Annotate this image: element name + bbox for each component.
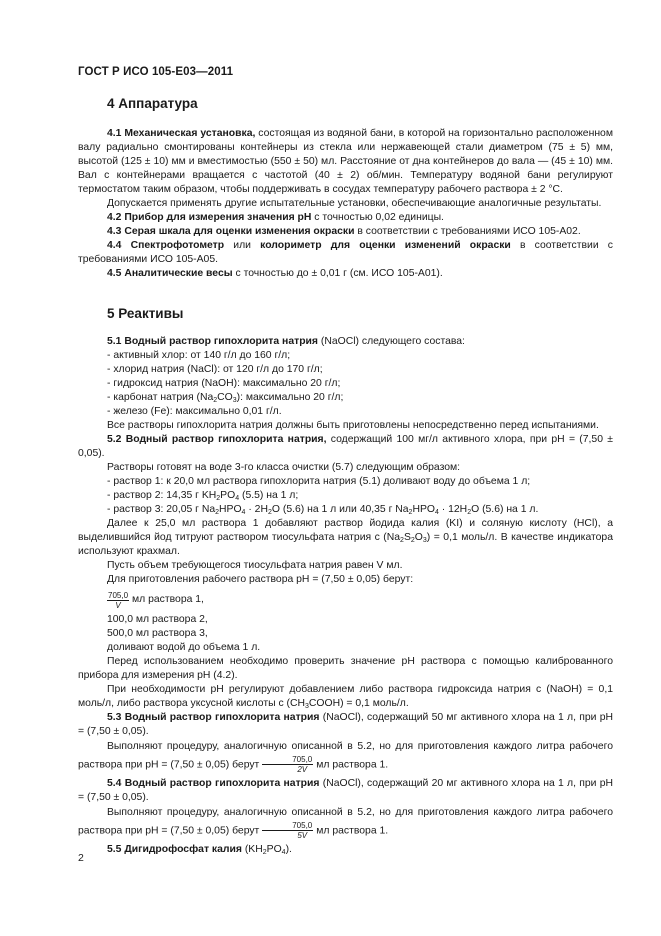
clause-5-2-volume: Пусть объем требующегося тиосульфата натрия равен V мл.: [107, 560, 403, 571]
list-item: - раствор 2: 14,35 г $KH_2PO_4$ (5.5) на 1 л;: [107, 490, 299, 502]
list-item: - активный хлор: от 140 г/л до 160 г/л;: [107, 350, 291, 361]
fraction-line: $\frac{705,0}{V}$ мл раствора 1,: [108, 590, 204, 610]
section-5-heading: 5 Реактивы: [107, 306, 184, 321]
clause-5-3: 5.3 Водный раствор гипохлорита натрия (NaOCl), содержащий 50 мг активного хлора на 1 л, при pH = (7,50 ± 0,05).: [78, 712, 613, 737]
section-5-body: [78, 335, 613, 857]
document-header: ГОСТ Р ИСО 105-Е03—2011: [78, 66, 234, 78]
clause-5-3-procedure: Выполняют процедуру, аналогичную описанной в 5.2, но для приготовления каждого литра рабочего раствора при pH = (7,50 ± 0,05) берут $\frac{705,0}{2V}$ мл раствора 1.: [78, 741, 613, 774]
clause-4-1-note: Допускается применять другие испытательные установки, обеспечивающие аналогичные результаты.: [107, 198, 602, 209]
clause-5-2-check: Перед использованием необходимо проверить значение pH раствора с помощью калиброванного прибора для измерения pH (4.2).: [78, 656, 613, 681]
list-item: доливают водой до объема 1 л.: [107, 642, 261, 653]
fraction: $\frac{705,0}{2V}$: [262, 755, 313, 774]
clause-5-2-recipe: Для приготовления рабочего раствора pH = (7,50 ± 0,05) берут:: [107, 574, 414, 585]
clause-4-4: 4.4 Спектрофотометр или колориметр для оценки изменений окраски в соответствии с требованиями ИСО 105-А05.: [78, 240, 613, 265]
clause-5-1-note: Все растворы гипохлорита натрия должны быть приготовлены непосредственно перед испытаниями.: [107, 420, 599, 431]
clause-5-2-adjust: При необходимости pH регулируют добавлением либо раствора гидроксида натрия c (NaOH) = 0,1 моль/л, либо раствора уксусной кислоты c $(CH_3COOH) = 0,1$ моль/л.: [78, 684, 613, 710]
list-item: 500,0 мл раствора 3,: [107, 628, 208, 639]
clause-5-5: 5.5 Дигидрофосфат калия $(KH_2PO_4)$.: [107, 844, 292, 856]
list-item: - карбонат натрия $(Na_2CO_3)$: максимально 20 г/л;: [107, 392, 344, 404]
section-4-body: [78, 127, 613, 281]
list-item: - раствор 1: к 20,0 мл раствора гипохлорита натрия (5.1) доливают воду до объема 1 л;: [107, 476, 531, 487]
clause-4-5: 4.5 Аналитические весы с точностью до ± 0,01 г (см. ИСО 105-А01).: [107, 268, 443, 279]
section-4-heading: 4 Аппаратура: [107, 96, 198, 111]
clause-5-2: 5.2 Водный раствор гипохлорита натрия, содержащий 100 мг/л активного хлора, при pH = (7,50 ± 0,05).: [78, 434, 613, 459]
page-number: 2: [78, 852, 84, 864]
clause-5-2-text: Растворы готовят на воде 3-го класса очистки (5.7) следующим образом:: [107, 462, 461, 473]
clause-5-2-titration: Далее к 25,0 мл раствора 1 добавляют раствор йодида калия (KI) и соляную кислоту (HCl), а выделившийся йод титруют раствором тиосульфата натрия c $(Na_2S_2O_3) = 0,1$ моль/л. В качестве индикатора используют крахмал.: [78, 518, 613, 557]
clause-4-3: 4.3 Серая шкала для оценки изменения окраски в соответствии с требованиями ИСО 105-А02.: [107, 226, 581, 237]
clause-4-2: 4.2 Прибор для измерения значения pH с точностью 0,02 единицы.: [107, 212, 444, 223]
list-item: - раствор 3: 20,05 г $Na_2HPO_4 \cdot 2H_2O$ (5.6) на 1 л или 40,35 г $Na_2HPO_4 \cdot 12H_2O$ (5.6) на 1 л.: [107, 504, 539, 516]
list-item: - хлорид натрия (NaCl): от 120 г/л до 170 г/л;: [107, 364, 323, 375]
fraction: $\frac{705,0}{5V}$: [262, 821, 313, 840]
clause-5-4-procedure: Выполняют процедуру, аналогичную описанной в 5.2, но для приготовления каждого литра рабочего раствора при pH = (7,50 ± 0,05) берут $\frac{705,0}{5V}$ мл раствора 1.: [78, 807, 613, 840]
list-item: - гидроксид натрия (NaOH): максимально 20 г/л;: [107, 378, 341, 389]
clause-5-4: 5.4 Водный раствор гипохлорита натрия (NaOCl), содержащий 20 мг активного хлора на 1 л, при pH = (7,50 ± 0,05).: [78, 778, 613, 803]
clause-4-1: 4.1 Механическая установка, состоящая из водяной бани, в которой на горизонтально расположенном валу радиально смонтированы контейнеры из стекла или нержавеющей стали диаметром (75 ± 5) мм, высотой (125 ± 10) мм и вместимостью (550 ± 50) мл. Расстояние от дна контейнеров до вала — (45 ± 10) мм. Вал с контейнерами вращается с частотой (40 ± 2) об/мин. Температуру водяной бани регулируют термостатом таким образом, чтобы поддерживать в сосудах температуру рабочего раствора ± 2 °С.: [78, 128, 613, 195]
list-item: 100,0 мл раствора 2,: [107, 614, 208, 625]
clause-5-1: 5.1 Водный раствор гипохлорита натрия (NaOCl) следующего состава:: [107, 336, 465, 347]
list-item: - железо (Fe): максимально 0,01 г/л.: [107, 406, 282, 417]
fraction: $\frac{705,0}{V}$: [108, 590, 129, 610]
